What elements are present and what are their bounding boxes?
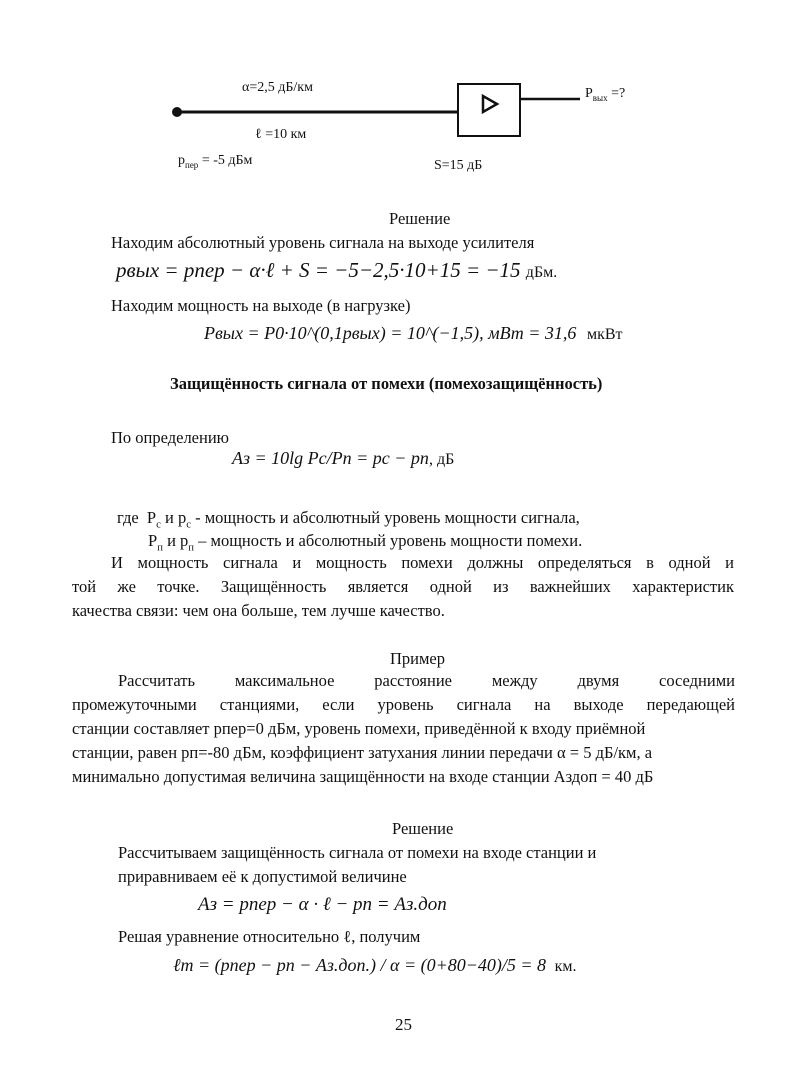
definition-noise: $P_п$ и $p_п$ – мощность и абсолютный уровень мощности помехи.	[148, 531, 583, 554]
solution1-line1: Находим абсолютный уровень сигнала на выходе усилителя	[111, 233, 535, 252]
example-line5: минимально допустимая величина защищённости на входе станции Aздоп = 40 дБ	[72, 767, 654, 786]
example-line3: станции составляет pпер=0 дБм, уровень помехи, приведённой к входу приёмной	[72, 719, 646, 738]
solution2-formula2: ℓm = (pпер − pп − Aз.доп.) / α = (0+80−40)/5 = 8 км.	[173, 955, 577, 975]
example-line2: промежуточными станциями, если уровень сигнала на выходе передающей	[72, 695, 735, 714]
paragraph-line1: И мощность сигнала и мощность помехи должны определяться в одной и	[111, 553, 734, 572]
paragraph-line3: качества связи: чем она больше, тем лучше качество.	[72, 601, 445, 620]
page-number: 25	[395, 1015, 412, 1034]
solution2-line2: приравниваем её к допустимой величине	[118, 867, 407, 886]
p-out-label: $P_{вых}$ =?	[585, 86, 626, 103]
p-in-label: $p_{пер} = -5$ дБм	[178, 153, 253, 170]
length-label: ℓ =10 км	[255, 127, 307, 142]
alpha-label: α=2,5 дБ/км	[242, 80, 313, 95]
solution-heading-2: Решение	[392, 819, 454, 838]
section-intro: По определению	[111, 428, 229, 447]
solution1-formula1: pвых = pпер − α·ℓ + S = −5−2,5·10+15 = −15 дБм.	[116, 258, 558, 282]
definition-signal: где $P_c$ и $p_c$ - мощность и абсолютный уровень мощности сигнала,	[117, 508, 580, 531]
protection-formula: Aз = 10lg Pc/Pп = pc − pп, дБ	[232, 448, 455, 468]
solution1-line2: Находим мощность на выходе (в нагрузке)	[111, 296, 411, 315]
solution2-formula1: Aз = pпер − α · ℓ − pп = Aз.доп	[198, 894, 447, 915]
solution2-line1: Рассчитываем защищённость сигнала от помехи на входе станции и	[118, 843, 597, 862]
paragraph-line2: той же точке. Защищённость является одной из важнейших характеристик	[72, 577, 734, 596]
solution2-line3: Решая уравнение относительно ℓ, получим	[118, 927, 421, 946]
example-heading: Пример	[390, 649, 446, 668]
solution-heading-1: Решение	[389, 209, 451, 228]
gain-label: S=15 дБ	[434, 158, 483, 173]
example-line4: станции, равен pп=-80 дБм, коэффициент затухания линии передачи α = 5 дБ/км, а	[72, 743, 653, 762]
example-line1: Рассчитать максимальное расстояние между двумя соседними	[118, 671, 735, 690]
section-title: Защищённость сигнала от помехи (помехозащищённость)	[170, 374, 603, 393]
solution1-formula2: Pвых = P0·10^(0,1pвых) = 10^(−1,5), мВт = 31,6 мкВт	[204, 323, 623, 343]
